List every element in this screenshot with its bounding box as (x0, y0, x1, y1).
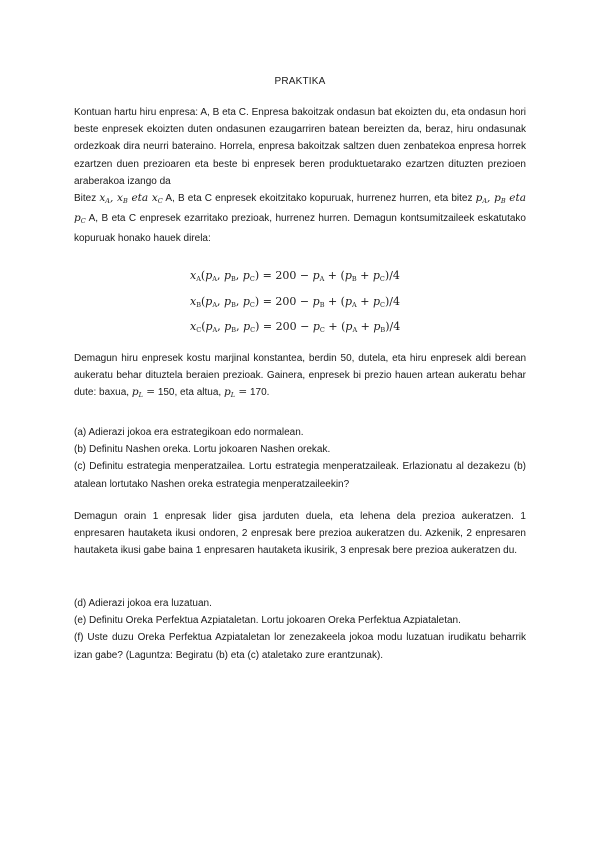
question-b: (b) Definitu Nashen oreka. Lortu jokoaren Nashen orekak. (74, 444, 331, 456)
cost-text: Demagun hiru enpresek kostu marjinal konstantea, berdin 50, dutela, eta hiru enpresek aldi berean aukeratu behar dituztela beraien prezioak. Gainera, enpresek bi prezio hauen artean aukeratu behar dute: baxua, (74, 353, 526, 399)
question-a: (a) Adierazi jokoa era estrategikoan edo normalean. (74, 427, 304, 438)
questions-a-c (74, 424, 526, 493)
demand-equation-a: $x_A(p_A$, $p_B$, $p_C) = 200 - p_A + (p_B + p_C)/4$ (190, 269, 400, 283)
question-e: (e) Definitu Oreka Perfektua Azpiataletan. Lortu jokoaren Oreka Perfektua Azpiataletan. (74, 615, 461, 627)
questions-d-f (74, 595, 526, 664)
high-price-symbol: $p_L$ = (223, 386, 248, 400)
demand-equations (190, 265, 490, 342)
high-price-value: 170 (249, 387, 267, 399)
quantities-text: A, B eta C enpresek ekoitzitako kopuruak, hurrenez hurren, eta bitez (165, 193, 473, 205)
intro-text: Kontuan hartu hiru enpresa: A, B eta C. Enpresa bakoitzak ondasun bat ekoizten du, eta ondasun hori beste enpresek ekoizten duten ondasunen ezaugarriren batean bereizten da, beraz, hiru ondasunak ordezkoak dira neurri bateraino. Horrela, enpresa bakoitzak saltzen duen zenbatekoa enpresa horrek ezartzen duen prezioaren eta beste bi enpresek beren produktuetarako ezartzen dituzten prezioen araberakoa izango da (74, 107, 526, 187)
price-symbols: $p_A$, $p_B$ eta $p_C$ (74, 192, 526, 226)
page-title: PRAKTIKA (274, 76, 326, 87)
bitez-word: Bitez (74, 193, 97, 205)
question-c: (c) Definitu estrategia menperatzailea. Lortu estrategia menperatzaileak. Erlazionatu al dezakezu (b) atalean lortutako Nashen oreka estrategia menperatzaileekin? (74, 461, 526, 490)
intro-paragraph (74, 104, 526, 248)
low-price-value: 150 (157, 387, 175, 399)
leader-paragraph: Demagun orain 1 enpresak lider gisa jarduten duela, eta lehena dela prezioa aukeratzen. 1 enpresaren hautaketa ikusi ondoren, 2 enpresak bere prezioa aukeratzen du. Azkenik, 2 enpresaren hautaketa ikusi gabe baina 1 enpresaren hautaketa ikusirik, 3 enpresak bere prezioa aukeratzen du. (74, 511, 526, 557)
cost-paragraph: Demagun hiru enpresek kostu marjinal konstantea, berdin 50, dutela, eta hiru enpresek aldi berean aukeratu behar dituztela beraien prezioak. Gainera, enpresek bi prezio hauen artean aukeratu behar dute: baxua, $p_L = 150$, eta altua, $p_L = 170$. (74, 353, 526, 400)
demand-equation-b: $x_B(p_A$, $p_B$, $p_C) = 200 - p_B + (p_A + p_C)/4$ (190, 294, 400, 309)
prices-text: A, B eta C enpresek ezarritako prezioak, hurrenez hurren. Demagun kontsumitzaileek eskatutako kopuruak honako hauek direla: (74, 213, 526, 245)
question-f: (f) Uste duzu Oreka Perfektua Azpiataletan lor zenezakeela jokoa modu luzatuan irudikatu beharrik izan gabe? (Laguntza: Begiratu (b) eta (c) ataletako zure erantzunak). (74, 632, 526, 661)
low-price-symbol: $p_L$ = (131, 386, 156, 400)
demand-equation-c: $x_C(p_A$, $p_B$, $p_C) = 200 - p_C + (p_A + p_B)/4$ (190, 320, 401, 334)
question-d: (d) Adierazi jokoa era luzatuan. (74, 598, 212, 609)
quantity-symbols: $x_A$, $x_B$ eta $x_C$ (99, 192, 163, 206)
